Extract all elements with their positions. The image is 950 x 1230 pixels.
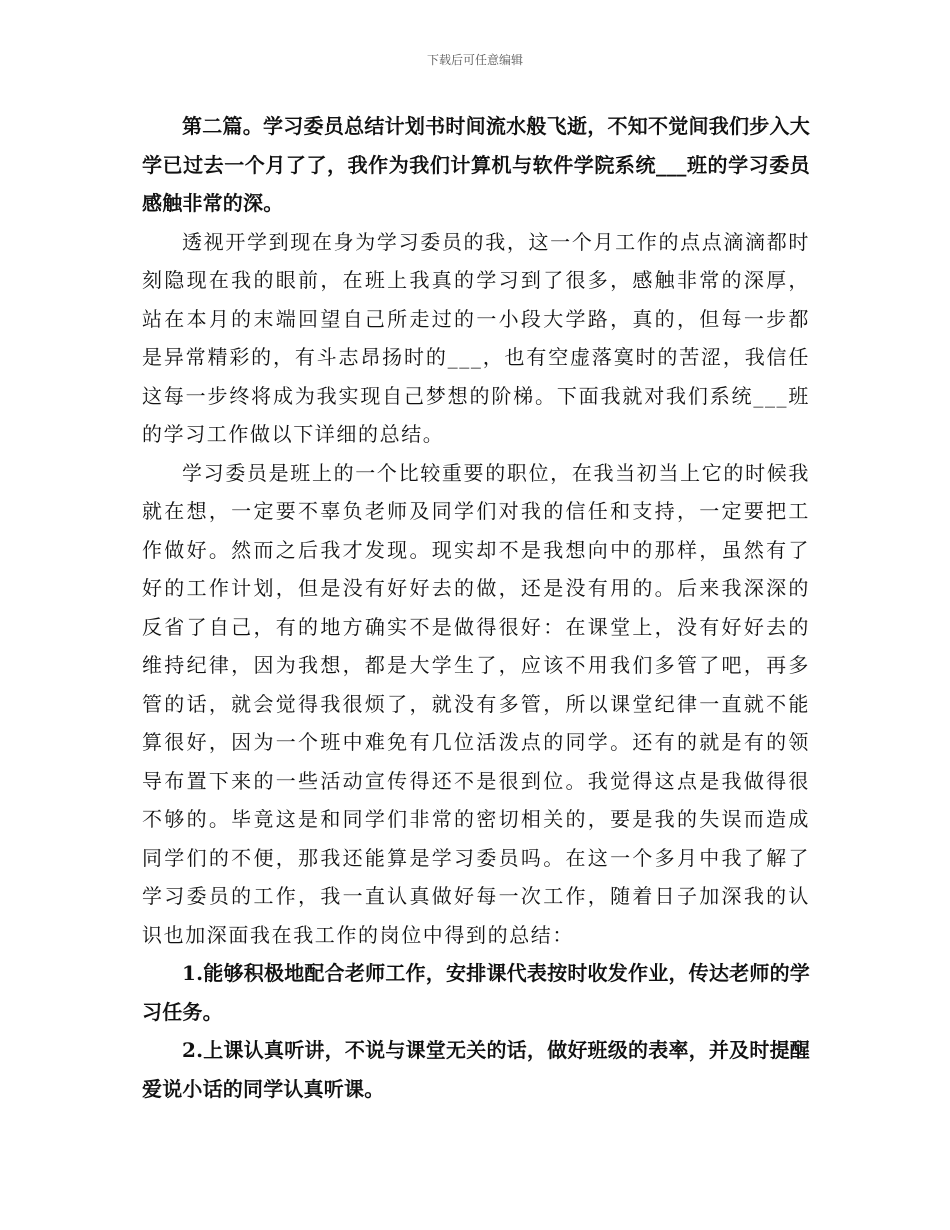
list-item-paragraph: 1.能够积极地配合老师工作，安排课代表按时收发作业，传达老师的学习任务。 — [142, 961, 810, 1024]
body-paragraph: 透视开学到现在身为学习委员的我，这一个月工作的点点滴滴都时刻隐现在我的眼前，在班上我真的学习到了很多，感触非常的深厚，站在本月的末端回望自己所走过的一小段大学路，真的，但每一步都是异常精彩的，有斗志昂扬时的___，也有空虚落寞时的苦涩，我信任这每一步终将成为我实现自己梦想的阶梯。下面我就对我们系统___班的学习工作做以下详细的总结。 — [142, 229, 810, 446]
body-paragraph: 学习委员是班上的一个比较重要的职位，在我当初当上它的时候我就在想，一定要不辜负老师及同学们对我的信任和支持，一定要把工作做好。然而之后我才发现。现实却不是我想向中的那样，虽然有了好的工作计划，但是没有好好去的做，还是没有用的。后来我深深的反省了自己，有的地方确实不是做得很好：在课堂上，没有好好去的维持纪律，因为我想，都是大学生了，应该不用我们多管了吧，再多管的话，就会觉得我很烦了，就没有多管，所以课堂纪律一直就不能算很好，因为一个班中难免有几位活泼点的同学。还有的就是有的领导布置下来的一些活动宣传得还不是很到位。我觉得这点是我做得很不够的。毕竟这是和同学们非常的密切相关的，要是我的失误而造成同学们的不便，那我还能算是学习委员吗。在这一个多月中我了解了学习委员的工作，我一直认真做好每一次工作，随着日子加深我的认识也加深面我在我工作的岗位中得到的总结： — [142, 460, 810, 947]
page-header: 下载后可任意编辑 — [426, 53, 523, 67]
document-body — [142, 107, 810, 1108]
section-title-paragraph: 第二篇。学习委员总结计划书时间流水般飞逝，不知不觉间我们步入大学已过去一个月了了，我作为我们计算机与软件学院系统___班的学习委员感触非常的深。 — [142, 114, 810, 215]
list-item-paragraph: 2.上课认真听讲，不说与课堂无关的话，做好班级的表率，并及时提醒爱说小话的同学认真听课。 — [142, 1038, 810, 1101]
